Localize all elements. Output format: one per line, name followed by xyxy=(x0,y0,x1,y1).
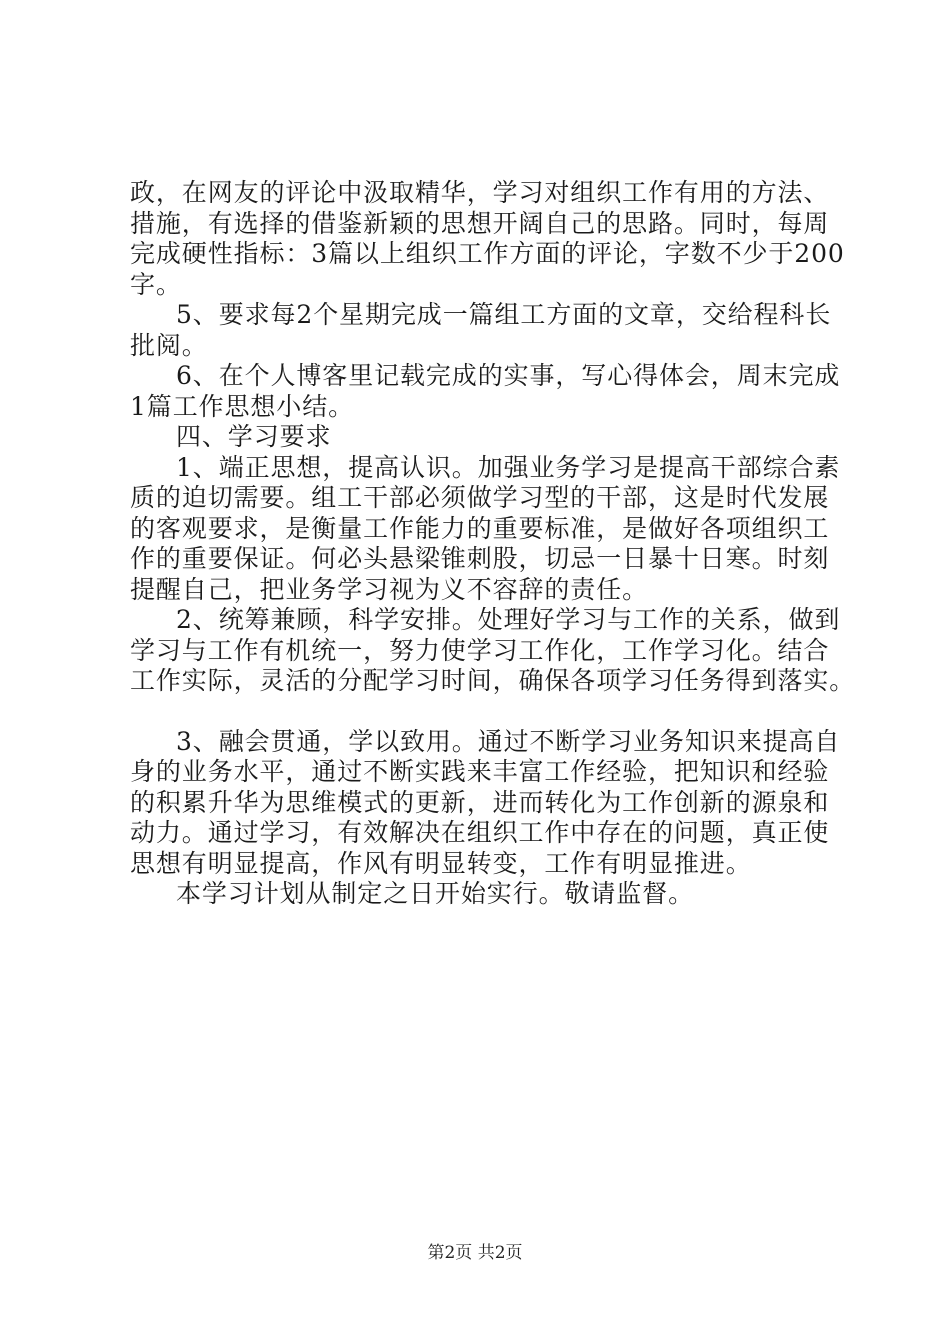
body-line: 作的重要保证。何必头悬梁锥刺股，切忌一日暴十日寒。时刻 xyxy=(130,544,830,573)
paragraph-gap xyxy=(130,697,850,727)
body-line: 措施，有选择的借鉴新颖的思想开阔自己的思路。同时，每周 xyxy=(130,208,830,238)
body-line: 1、端正思想，提高认识。加强业务学习是提高干部综合素 xyxy=(176,452,841,482)
section-heading: 四、学习要求 xyxy=(176,422,332,451)
body-line: 身的业务水平，通过不断实践来丰富工作经验，把知识和经验 xyxy=(130,757,830,786)
page-footer: 第2页 共2页 xyxy=(427,1243,523,1263)
body-line: 的积累升华为思维模式的更新，进而转化为工作创新的源泉和 xyxy=(130,787,830,817)
body-line: 3、融会贯通，学以致用。通过不断学习业务知识来提高自 xyxy=(176,726,841,756)
body-line: 批阅。 xyxy=(130,330,208,360)
body-line: 本学习计划从制定之日开始实行。敬请监督。 xyxy=(176,879,695,908)
body-line: 质的迫切需要。组工干部必须做学习型的干部，这是时代发展 xyxy=(130,483,830,512)
body-line: 字。 xyxy=(130,269,182,299)
body-line: 完成硬性指标：3篇以上组织工作方面的评论，字数不少于200 xyxy=(130,239,845,268)
body-line: 思想有明显提高，作风有明显转变，工作有明显推进。 xyxy=(130,848,752,878)
body-line: 提醒自己，把业务学习视为义不容辞的责任。 xyxy=(130,574,649,604)
body-line: 动力。通过学习，有效解决在组织工作中存在的问题，真正使 xyxy=(130,818,830,847)
body-line: 6、在个人博客里记载完成的实事，写心得体会，周末完成 xyxy=(176,361,841,390)
body-line: 工作实际，灵活的分配学习时间，确保各项学习任务得到落实。 xyxy=(130,666,856,695)
body-line: 2、统筹兼顾，科学安排。处理好学习与工作的关系，做到 xyxy=(176,605,841,634)
body-line: 1篇工作思想小结。 xyxy=(130,391,355,421)
body-line: 5、要求每2个星期完成一篇组工方面的文章，交给程科长 xyxy=(176,300,832,329)
body-line: 学习与工作有机统一，努力使学习工作化，工作学习化。结合 xyxy=(130,635,830,665)
body-line: 的客观要求，是衡量工作能力的重要标准，是做好各项组织工 xyxy=(130,513,830,543)
body-line: 政，在网友的评论中汲取精华，学习对组织工作有用的方法、 xyxy=(130,178,830,207)
document-body xyxy=(130,178,856,910)
